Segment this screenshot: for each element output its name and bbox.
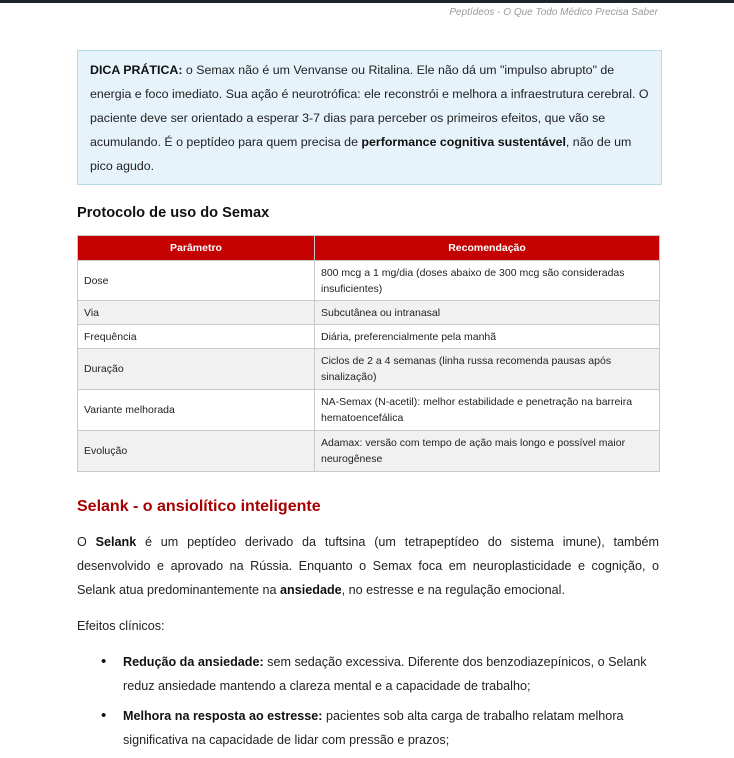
bullet-icon: • — [101, 707, 107, 724]
selank-heading: Selank - o ansiolítico inteligente — [77, 498, 321, 515]
tip-text-2: , não de um pico agudo. — [90, 135, 632, 173]
param-cell: Variante melhorada — [78, 390, 315, 431]
rec-cell: 800 mcg a 1 mg/dia (doses abaixo de 300 mcg são consideradas insuficientes) — [315, 261, 660, 301]
bold-span: Selank — [95, 535, 137, 549]
table-row — [78, 301, 660, 325]
list-item — [100, 650, 660, 698]
header-parameter: Parâmetro — [78, 236, 315, 261]
rec-cell: Adamax: versão com tempo de ação mais longo e possível maior neurogênese — [315, 431, 660, 472]
table-row — [78, 431, 660, 472]
rec-cell: Diária, preferencialmente pela manhã — [315, 325, 660, 349]
top-border — [0, 0, 734, 3]
rec-cell: Ciclos de 2 a 4 semanas (linha russa recomenda pausas após sinalização) — [315, 349, 660, 390]
param-cell: Duração — [78, 349, 315, 390]
protocol-table — [77, 235, 660, 472]
text-span: é um peptídeo derivado da tuftsina (um tetrapeptídeo do sistema imune), também desenvolvido e aprovado na Rússia. Enquanto o Semax foca em neuroplasticidade e cognição, o Selank atua predominantemente na — [77, 535, 659, 597]
selank-paragraph — [77, 530, 659, 602]
rec-cell: Subcutânea ou intranasal — [315, 301, 660, 325]
effects-list — [100, 650, 660, 758]
effects-label: Efeitos clínicos: — [77, 619, 165, 633]
bullet-text: sem sedação excessiva. Diferente dos benzodiazepínicos, o Selank reduz ansiedade mantendo a clareza mental e a capacidade de trabalho; — [123, 655, 647, 693]
bold-span: ansiedade — [280, 583, 342, 597]
table-row — [78, 390, 660, 431]
table-row — [78, 325, 660, 349]
bullet-icon: • — [101, 653, 107, 670]
running-header: Peptídeos - O Que Todo Médico Precisa Saber — [449, 7, 658, 18]
protocol-title: Protocolo de uso do Semax — [77, 205, 270, 221]
tip-bold: performance cognitiva sustentável — [361, 135, 566, 149]
table-header-row — [78, 236, 660, 261]
tip-text-1: o Semax não é um Venvanse ou Ritalina. Ele não dá um "impulso abrupto" de energia e foco imediato. Sua ação é neurotrófica: ele reconstrói e melhora a infraestrutura cerebral. O paciente deve ser orientado a esperar 3-7 dias para perceber os primeiros efeitos, que vão se acumulando. É o peptídeo para quem precisa de — [90, 63, 649, 149]
list-item — [100, 704, 660, 752]
bullet-bold: Redução da ansiedade: — [123, 655, 264, 669]
practical-tip-box — [77, 50, 662, 185]
tip-label: DICA PRÁTICA: — [90, 63, 183, 77]
rec-cell: NA-Semax (N-acetil): melhor estabilidade e penetração na barreira hematoencefálica — [315, 390, 660, 431]
table-row — [78, 349, 660, 390]
bullet-text: pacientes sob alta carga de trabalho relatam melhora significativa na capacidade de lidar com pressão e prazos; — [123, 709, 624, 747]
param-cell: Via — [78, 301, 315, 325]
text-span: , no estresse e na regulação emocional. — [341, 583, 565, 597]
param-cell: Dose — [78, 261, 315, 301]
bullet-bold: Melhora na resposta ao estresse: — [123, 709, 323, 723]
header-recommendation: Recomendação — [315, 236, 660, 261]
text-span: O — [77, 535, 96, 549]
table-row — [78, 261, 660, 301]
param-cell: Evolução — [78, 431, 315, 472]
param-cell: Frequência — [78, 325, 315, 349]
